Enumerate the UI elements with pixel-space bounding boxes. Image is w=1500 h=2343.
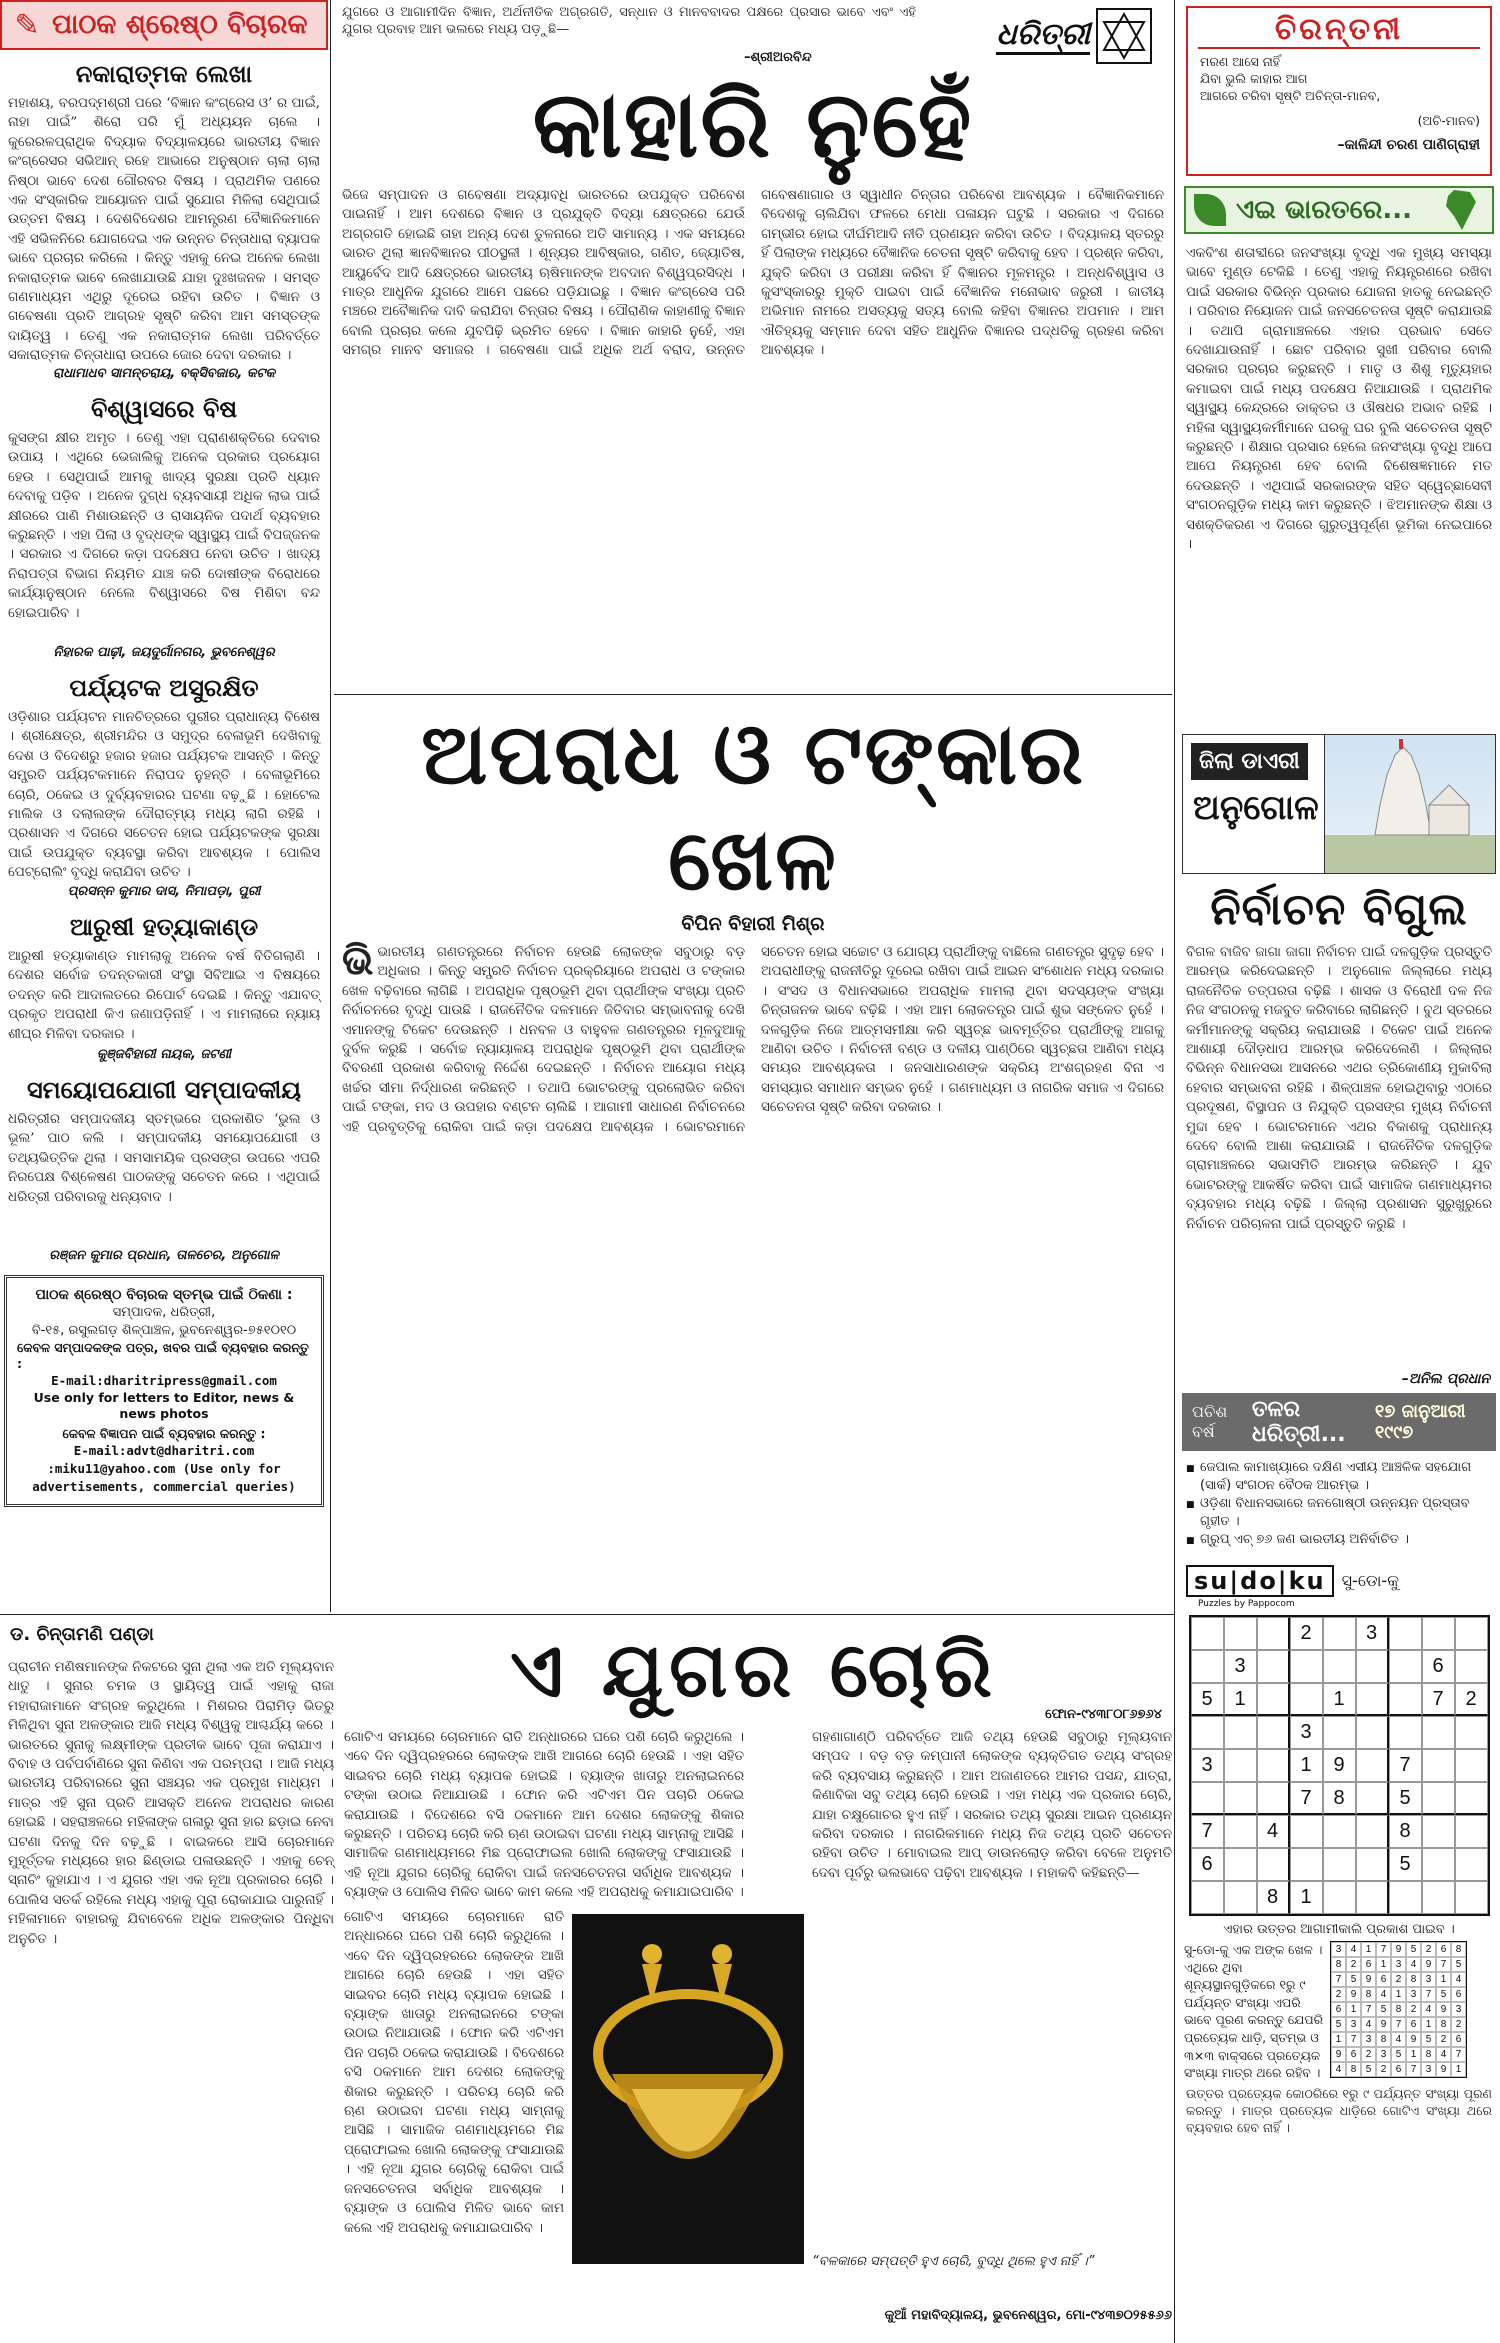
sudoku-cell[interactable] (1422, 1848, 1455, 1881)
solution-cell: 6 (1361, 1957, 1376, 1972)
sudoku-cell[interactable] (1455, 1716, 1488, 1749)
solution-cell: 7 (1346, 2032, 1361, 2047)
solution-cell: 2 (1391, 1972, 1406, 1987)
solution-cell: 5 (1451, 1957, 1466, 1972)
solution-cell: 9 (1406, 2032, 1421, 2047)
left-column (0, 0, 328, 1610)
solution-cell: 5 (1361, 2062, 1376, 2077)
solution-cell: 3 (1406, 1987, 1421, 2002)
solution-cell: 1 (1436, 1972, 1451, 1987)
sudoku-cell[interactable] (1224, 1617, 1257, 1650)
solution-cell: 9 (1421, 1957, 1436, 1972)
diary-place: ଅନୁଗୋଳ (1193, 788, 1319, 828)
solution-cell: 7 (1451, 2047, 1466, 2062)
editorial-body: ଭିଜେ ସମ୍ପାଦନ ଓ ଗବେଷଣା ଅଦ୍ୟାବଧି ଭାରତରେ ଉପଯୁକ୍ତ ପରିବେଶ ପାଇନାହିଁ । ଆମ ଦେଶରେ ବିଜ୍ଞାନ ଓ ପ୍ରଯୁକ୍ତି ବିଦ୍ୟା କ୍ଷେତ୍ରରେ ଯେଉଁ ଅଗ୍ରଗତି ହୋଇଛି ତାହା ଅନ୍ୟ ଦେଶ ତୁଳନାରେ ଅତି ସାମାନ୍ୟ । ଏକ ସମୟରେ ଭାରତ ଥିଲା ଜ୍ଞାନବିଜ୍ଞାନର ପୀଠସ୍ଥଳୀ । ଶୂନ୍ୟର ଆବିଷ୍କାର, ଗଣିତ, ଜ୍ୟୋତିଷ, ଆୟୁର୍ବେଦ ଆଦି କ୍ଷେତ୍ରରେ ଭାରତୀୟ ଋଷିମାନଙ୍କ ଅବଦାନ ବିଶ୍ୱପ୍ରସିଦ୍ଧ । ମାତ୍ର ଆଧୁନିକ ଯୁଗରେ ଆମେ ପଛରେ ପଡ଼ିଯାଇଛୁ । ବିଜ୍ଞାନ କଂଗ୍ରେସ ପରି ମଞ୍ଚରେ ଅବୈଜ୍ଞାନିକ ଦାବି କରାଯିବା ଚିନ୍ତାର ବିଷୟ । ପୌରାଣିକ କାହାଣୀକୁ ବିଜ୍ଞାନ ବୋଲି ପ୍ରଚାର କଲେ ଯୁବପିଢ଼ି ଭ୍ରମିତ ହେବେ । ବିଜ୍ଞାନ କାହାରି ନୁହେଁ, ଏହା ସମଗ୍ର ମାନବ ସମାଜର । ଗବେଷଣା ପାଇଁ ଅଧିକ ଅର୍ଥ ବରାଦ, ଉନ୍ନତ ଗବେଷଣାଗାର ଓ ସ୍ୱାଧୀନ ଚିନ୍ତାର ପରିବେଶ ଆବଶ୍ୟକ । ବୈଜ୍ଞାନିକମାନେ ବିଦେଶକୁ ଚାଲିଯିବା ଫଳରେ ମେଧା ପଳାୟନ ଘଟୁଛି । ସରକାର ଏ ଦିଗରେ ଗମ୍ଭୀର ହୋଇ ଦୀର୍ଘମିଆଦି ନୀତି ପ୍ରଣୟନ କରିବା ଉଚିତ । ବିଦ୍ୟାଳୟ ସ୍ତରରୁ ହିଁ ପିଲାଙ୍କ ମଧ୍ୟରେ ବୈଜ୍ଞାନିକ ଚେତନା ସୃଷ୍ଟି କରିବାକୁ ହେବ । ପ୍ରଶ୍ନ କରିବା, ଯୁକ୍ତି କରିବା ଓ ପରୀକ୍ଷା କରିବା ହିଁ ବିଜ୍ଞାନର ମୂଳମନ୍ତ୍ର । ଅନ୍ଧବିଶ୍ୱାସ ଓ କୁସଂସ୍କାରରୁ ମୁକ୍ତି ପାଇବା ପାଇଁ ବୈଜ୍ଞାନିକ ମନୋଭାବ ଜରୁରୀ । ଜାତୀୟ ଅଭିମାନ ନାମରେ ଅସତ୍ୟକୁ ସତ୍ୟ ବୋଲି କହିବା ବିଜ୍ଞାନର ଅପମାନ । ଆମ ଐତିହ୍ୟକୁ ସମ୍ମାନ ଦେବା ସହିତ ଆଧୁନିକ ବିଜ୍ଞାନର ପଦ୍ଧତିକୁ ଗ୍ରହଣ କରିବା ଆବଶ୍ୟକ । (342, 188, 1164, 359)
readers-column-header (0, 0, 328, 50)
banner-label: ପଚିଶ ବର୍ଷ (1192, 1402, 1228, 1441)
leaf-icon (1194, 194, 1226, 226)
sudoku-cell[interactable] (1323, 1881, 1356, 1914)
letter-title: ନକାରାତ୍ମକ ଲେଖା (75, 60, 253, 88)
solution-cell: 8 (1331, 1957, 1346, 1972)
sudoku-cell[interactable] (1224, 1782, 1257, 1815)
solution-cell: 3 (1346, 2017, 1361, 2032)
page-divider (0, 1614, 1174, 1615)
sudoku-cell[interactable] (1455, 1782, 1488, 1815)
solution-cell: 2 (1451, 2017, 1466, 2032)
solution-cell: 3 (1391, 1957, 1406, 1972)
sudoku-cell[interactable]: 8 (1323, 1782, 1356, 1815)
solution-cell: 4 (1421, 2002, 1436, 2017)
list-item: ■ ଓଡ଼ିଶା ବିଧାନସଭାରେ ଜନଗୋଷ୍ଠୀ ଉନ୍ନୟନ ପ୍ରସ୍ତାବ ଗୃହୀତ । (1186, 1495, 1492, 1531)
solution-cell: 9 (1436, 2062, 1451, 2077)
solution-cell: 6 (1436, 1942, 1451, 1957)
solution-cell: 9 (1346, 1987, 1361, 2002)
letter-body: ଆରୁଷୀ ହତ୍ୟାକାଣ୍ଡ ମାମଲାକୁ ଅନେକ ବର୍ଷ ବିତିଗଲାଣି । ଦେଶର ସର୍ବୋଚ୍ଚ ତଦନ୍ତକାରୀ ସଂସ୍ଥା ସିବିଆଇ ଏ ବିଷୟରେ ତଦନ୍ତ କରି ଆଦାଲତରେ ରିପୋର୍ଟ ଦେଇଛି । କିନ୍ତୁ ଏଯାବତ୍ ପ୍ରକୃତ ଅପରାଧୀ କିଏ ଜଣାପଡ଼ିନାହିଁ । ଏ ମାମଲାରେ ନ୍ୟାୟ ଶୀଘ୍ର ମିଳିବା ଦରକାର । (8, 949, 320, 1042)
solution-cell: 9 (1436, 2002, 1451, 2017)
sudoku-cell[interactable] (1257, 1716, 1290, 1749)
sudoku-cell[interactable] (1290, 1650, 1323, 1683)
sudoku-cell[interactable] (1323, 1848, 1356, 1881)
twenty-five-years-banner (1182, 1393, 1496, 1451)
sudoku-cell[interactable]: 3 (1191, 1749, 1224, 1782)
sudoku-cell[interactable]: 1 (1290, 1881, 1323, 1914)
solution-cell: 4 (1331, 2062, 1346, 2077)
article-column: ଗୋଟିଏ ସମୟରେ ଚୋରମାନେ ରାତି ଅନ୍ଧାରରେ ଘରେ ପଶି ଚୋରି କରୁଥିଲେ । ଏବେ ଦିନ ଦ୍ୱିପ୍ରହରରେ ଲୋକଙ୍କ ଆଖି ଆଗରେ ଚୋରି ହେଉଛି । ଏହା ସହିତ ସାଇବର ଚୋରି ମଧ୍ୟ ବ୍ୟାପକ ହୋଇଛି । ବ୍ୟାଙ୍କ ଖାତାରୁ ଅନଲାଇନରେ ଟଙ୍କା ଉଠାଇ ନିଆଯାଉଛି । ଫୋନ କରି ଏଟିଏମ ପିନ ପଚାରି ଠକେଇ କରାଯାଉଛି । ବିଦେଶରେ ବସି ଠକମାନେ ଆମ ଦେଶର ଲୋକଙ୍କୁ ଶିକାର କରୁଛନ୍ତି । ପରିଚୟ ଚୋରି କରି ଋଣ ଉଠାଇବା ଘଟଣା ମଧ୍ୟ ସାମ୍ନାକୁ ଆସିଛି । ସାମାଜିକ ଗଣମାଧ୍ୟମରେ ମିଛ ପ୍ରୋଫାଇଲ ଖୋଲି ଲୋକଙ୍କୁ ଫସାଯାଉଛି । ଏହି ନୂଆ ଯୁଗର ଚୋରିକୁ ରୋକିବା ପାଇଁ ଜନସଚେତନତା ସର୍ବାଧିକ ଆବଶ୍ୟକ । ବ୍ୟାଙ୍କ ଓ ପୋଲିସ ମିଳିତ ଭାବେ କାମ କଲେ ଏହି ଅପରାଧକୁ କମାଯାଇପାରିବ । (344, 1910, 564, 2236)
solution-cell: 1 (1421, 2017, 1436, 2032)
solution-cell: 8 (1451, 1942, 1466, 1957)
letter-title: ବିଶ୍ୱାସରେ ବିଷ (90, 395, 238, 423)
banner-title: ତଳର ଧରିତ୍ରୀ... (1251, 1397, 1346, 1447)
sudoku-cell[interactable] (1191, 1617, 1224, 1650)
solution-cell: 8 (1391, 2002, 1406, 2017)
poem-author: –କାଳିନ୍ଦୀ ଚରଣ ପାଣିଗ୍ରାହୀ (1337, 137, 1480, 153)
sudoku-cell[interactable]: 9 (1323, 1749, 1356, 1782)
solution-cell: 8 (1361, 1987, 1376, 2002)
letter-title: ପର୍ଯ୍ୟଟକ ଅସୁରକ୍ଷିତ (69, 674, 259, 702)
sudoku-cell[interactable]: 8 (1389, 1815, 1422, 1848)
sudoku-cell[interactable]: 8 (1257, 1881, 1290, 1914)
sudoku-cell[interactable] (1422, 1716, 1455, 1749)
article-quote: “ବଳକାରେ ସମ୍ପତ୍ତି ହୁଏ ଚୋରି, ବୁଦ୍ଧି ଥିଲେ ହୁଏ ନାହିଁ ।” (812, 2254, 1095, 2269)
solution-cell: 8 (1376, 2032, 1391, 2047)
poem-line: (ଅଚି-ମାନବ) (1417, 113, 1480, 128)
sudoku-cell[interactable] (1257, 1782, 1290, 1815)
solution-cell: 4 (1406, 1957, 1421, 1972)
solution-cell: 9 (1331, 2047, 1346, 2062)
solution-cell: 5 (1346, 1972, 1361, 1987)
sudoku-caption: ଏହାର ଉତ୍ତର ଆଗାମୀକାଲି ପ୍ରକାଶ ପାଇବ । (1223, 1922, 1455, 1937)
letter-signature: କୁଞ୍ଜବିହାରୀ ନାୟକ, ଜଟଣୀ (96, 1047, 232, 1062)
contact-title: ପାଠକ ଶ୍ରେଷ୍ଠ ବିଚାରକ ସ୍ତମ୍ଭ ପାଇଁ ଠିକଣା : (35, 1287, 293, 1303)
sudoku-cell[interactable] (1191, 1782, 1224, 1815)
solution-cell: 4 (1391, 2032, 1406, 2047)
sudoku-cell[interactable] (1356, 1749, 1389, 1782)
press-email-link[interactable]: E-mail:dharitripress@gmail.com (51, 1373, 277, 1388)
poem-line: ମରଣ ଆସେ ନାହିଁ (1200, 54, 1281, 69)
section-divider (334, 694, 1172, 695)
sudoku-cell[interactable]: 7 (1290, 1782, 1323, 1815)
india-section-body: ଏକବିଂଶ ଶତାବ୍ଦୀରେ ଜନସଂଖ୍ୟା ବୃଦ୍ଧି ଏକ ମୁଖ୍ୟ ସମସ୍ୟା ଭାବେ ମୁଣ୍ଡ ଟେକିଛି । ତେଣୁ ଏହାକୁ ନିୟନ୍ତ୍ରଣରେ ରଖିବା ପାଇଁ ସରକାର ବିଭିନ୍ନ ପ୍ରକାର ଯୋଜନା ହାତକୁ ନେଇଛନ୍ତି । ପରିବାର ନିୟୋଜନ ପାଇଁ ଜନସଚେତନତା ସୃଷ୍ଟି କରାଯାଉଛି । ତଥାପି ଗ୍ରାମାଞ୍ଚଳରେ ଏହାର ପ୍ରଭାବ ସେତେ ଦେଖାଯାଉନାହିଁ । ଛୋଟ ପରିବାର ସୁଖୀ ପରିବାର ବୋଲି ସରକାର ପ୍ରଚାର କରୁଛନ୍ତି । ମାତୃ ଓ ଶିଶୁ ମୃତ୍ୟୁହାର କମାଇବା ପାଇଁ ମଧ୍ୟ ପଦକ୍ଷେପ ନିଆଯାଉଛି । ପ୍ରାଥମିକ ସ୍ୱାସ୍ଥ୍ୟ କେନ୍ଦ୍ରରେ ଡାକ୍ତର ଓ ଔଷଧର ଅଭାବ ରହିଛି । ମହିଳା ସ୍ୱାସ୍ଥ୍ୟକର୍ମୀମାନେ ଘରକୁ ଘର ବୁଲି ସଚେତନତା ସୃଷ୍ଟି କରୁଛନ୍ତି । ଶିକ୍ଷାର ପ୍ରସାର ହେଲେ ଜନସଂଖ୍ୟା ବୃଦ୍ଧି ଆପେ ଆପେ ନିୟନ୍ତ୍ରଣ ହେବ ବୋଲି ବିଶେଷଜ୍ଞମାନେ ମତ ଦେଉଛନ୍ତି । ଏଥିପାଇଁ ସରକାରଙ୍କ ସହିତ ସ୍ୱେଚ୍ଛାସେବୀ ସଂଗଠନଗୁଡ଼ିକ ମଧ୍ୟ କାମ କରୁଛନ୍ତି । ଝିଅମାନଙ୍କ ଶିକ୍ଷା ଓ ସଶକ୍ତିକରଣ ଏ ଦିଗରେ ଗୁରୁତ୍ୱପୂର୍ଣ୍ଣ ଭୂମିକା ନେଇପାରେ । (1186, 246, 1492, 553)
editorial-headline: କାହାରି ନୁହେଁ (532, 71, 974, 178)
sudoku-cell[interactable] (1257, 1848, 1290, 1881)
solution-cell: 7 (1331, 1972, 1346, 1987)
letter-title: ଆରୁଷୀ ହତ୍ୟାକାଣ୍ଡ (69, 913, 259, 941)
article-column: ଗୋଟିଏ ସମୟରେ ଚୋରମାନେ ରାତି ଅନ୍ଧାରରେ ଘରେ ପଶି ଚୋରି କରୁଥିଲେ । ଏବେ ଦିନ ଦ୍ୱିପ୍ରହରରେ ଲୋକଙ୍କ ଆଖି ଆଗରେ ଚୋରି ହେଉଛି । ଏହା ସହିତ ସାଇବର ଚୋରି ମଧ୍ୟ ବ୍ୟାପକ ହୋଇଛି । ବ୍ୟାଙ୍କ ଖାତାରୁ ଅନଲାଇନରେ ଟଙ୍କା ଉଠାଇ ନିଆଯାଉଛି । ଫୋନ କରି ଏଟିଏମ ପିନ ପଚାରି ଠକେଇ କରାଯାଉଛି । ବିଦେଶରେ ବସି ଠକମାନେ ଆମ ଦେଶର ଲୋକଙ୍କୁ ଶିକାର କରୁଛନ୍ତି । ପରିଚୟ ଚୋରି କରି ଋଣ ଉଠାଇବା ଘଟଣା ମଧ୍ୟ ସାମ୍ନାକୁ ଆସିଛି । ସାମାଜିକ ଗଣମାଧ୍ୟମରେ ମିଛ ପ୍ରୋଫାଇଲ ଖୋଲି ଲୋକଙ୍କୁ ଫସାଯାଉଛି । ଏହି ନୂଆ ଯୁଗର ଚୋରିକୁ ରୋକିବା ପାଇଁ ଜନସଚେତନତା ସର୍ବାଧିକ ଆବଶ୍ୟକ । ବ୍ୟାଙ୍କ ଓ ପୋଲିସ ମିଳିତ ଭାବେ କାମ କଲେ ଏହି ଅପରାଧକୁ କମାଯାଇପାରିବ । (344, 1730, 744, 1901)
masthead-brand (996, 8, 1152, 64)
sudoku-rules: ଉତ୍ତର ପ୍ରତ୍ୟେକ କୋଠରିରେ ୧ରୁ ୯ ପର୍ଯ୍ୟନ୍ତ ସଂଖ୍ୟା ପୂରଣ କରନ୍ତୁ । ମାତ୍ର ପ୍ରତ୍ୟେକ ଧାଡ଼ିରେ ଗୋଟିଏ ସଂଖ୍ୟା ଥରେ ବ୍ୟବହାର ହେବ ନାହିଁ । (1186, 2086, 1492, 2135)
sudoku-header (1186, 1565, 1492, 1597)
sudoku-cell[interactable]: 5 (1389, 1782, 1422, 1815)
letter-body: ଓଡ଼ିଶାର ପର୍ଯ୍ୟଟନ ମାନଚିତ୍ରରେ ପୁରୀର ପ୍ରାଧାନ୍ୟ ବିଶେଷ । ଶ୍ରୀକ୍ଷେତ୍ର, ଶ୍ରୀମନ୍ଦିର ଓ ସମୁଦ୍ର ବେଳାଭୂମି ଦେଖିବାକୁ ଦେଶ ଓ ବିଦେଶରୁ ହଜାର ହଜାର ପର୍ଯ୍ୟଟକ ଆସନ୍ତି । କିନ୍ତୁ ସମ୍ପ୍ରତି ପର୍ଯ୍ୟଟକମାନେ ନିରାପଦ ନୁହନ୍ତି । ବେଳାଭୂମିରେ ଚୋରି, ଠକେଇ ଓ ଦୁର୍ବ୍ୟବହାରର ଘଟଣା ବଢ଼ୁଛି । ହୋଟେଲ ମାଲିକ ଓ ଦଲାଲଙ୍କ ଦୌରାତ୍ମ୍ୟ ମଧ୍ୟ ଲାଗି ରହିଛି । ପ୍ରଶାସନ ଏ ଦିଗରେ ସଚେତନ ହୋଇ ପର୍ଯ୍ୟଟକଙ୍କ ସୁରକ୍ଷା ପାଇଁ ଉପଯୁକ୍ତ ବ୍ୟବସ୍ଥା କରିବା ଆବଶ୍ୟକ । ପୋଲିସ ପେଟ୍ରୋଲିଂ ବୃଦ୍ଧି କରାଯିବା ଉଚିତ । (8, 710, 320, 881)
sudoku-cell[interactable] (1455, 1881, 1488, 1914)
contact-note: କେବଳ ବିଜ୍ଞାପନ ପାଇଁ ବ୍ୟବହାର କରନ୍ତୁ : (62, 1426, 266, 1441)
sudoku-cell[interactable]: 7 (1191, 1815, 1224, 1848)
sudoku-cell[interactable] (1257, 1749, 1290, 1782)
solution-cell: 3 (1361, 2032, 1376, 2047)
sudoku-cell[interactable] (1257, 1683, 1290, 1716)
sudoku-cell[interactable] (1422, 1881, 1455, 1914)
solution-cell: 3 (1451, 2002, 1466, 2017)
poem-line: ଆଗରେ ଚରିବା ସୃଷ୍ଟି ଅଚିନ୍ତା-ମାନବ, (1200, 88, 1381, 103)
sudoku-cell[interactable] (1224, 1881, 1257, 1914)
sudoku-cell[interactable] (1356, 1716, 1389, 1749)
article-column: ଗହଣାଗାଣ୍ଠି ପରିବର୍ତ୍ତେ ଆଜି ତଥ୍ୟ ହେଉଛି ସବୁଠାରୁ ମୂଲ୍ୟବାନ ସମ୍ପଦ । ବଡ଼ ବଡ଼ କମ୍ପାନୀ ଲୋକଙ୍କ ବ୍ୟକ୍ତିଗତ ତଥ୍ୟ ସଂଗ୍ରହ କରି ବ୍ୟବସାୟ କରୁଛନ୍ତି । ଆମ ଅଜାଣତରେ ଆମର ପସନ୍ଦ, ଯାତ୍ରା, କିଣାବିକା ସବୁ ତଥ୍ୟ ଚୋରି ହେଉଛି । ଏହା ମଧ୍ୟ ଏକ ପ୍ରକାର ଚୋରି, ଯାହା ଚକ୍ଷୁଗୋଚର ହୁଏ ନାହିଁ । ସରକାର ତଥ୍ୟ ସୁରକ୍ଷା ଆଇନ ପ୍ରଣୟନ କରିବା ଦରକାର । ନାଗରିକମାନେ ମଧ୍ୟ ନିଜ ତଥ୍ୟ ପ୍ରତି ସଚେତନ ରହିବା ଉଚିତ । ମୋବାଇଲ ଆପ୍ ଡାଉନଲୋଡ଼ କରିବା ବେଳେ ଅନୁମତି ଦେବା ପୂର୍ବରୁ ଭଲଭାବେ ପଢ଼ିବା ଆବଶ୍ୟକ । ମହାକବି କହିଛନ୍ତି— (812, 1730, 1172, 1881)
solution-cell: 6 (1451, 2032, 1466, 2047)
author-phone: ଫୋନ-୯୪୩୮୦୮୬୭୬୪ (1045, 1707, 1162, 1722)
advt-email-link[interactable]: E-mail:advt@dharitri.com (73, 1443, 255, 1458)
solution-cell: 1 (1361, 1942, 1376, 1957)
sudoku-cell[interactable]: 3 (1224, 1650, 1257, 1683)
article-headline: ଅପରାଧ ଓ ଟଙ୍କାର ଖେଳ (421, 705, 1085, 909)
solution-cell: 5 (1406, 1942, 1421, 1957)
sudoku-cell[interactable]: 3 (1356, 1617, 1389, 1650)
election-author: –ଅନିଲ ପ୍ରଧାନ (1401, 1371, 1490, 1387)
sudoku-odia-title: ସୁ-ଡୋ-କୁ (1341, 1571, 1399, 1590)
solution-cell: 9 (1361, 1972, 1376, 1987)
sudoku-logo: su|do|ku (1186, 1565, 1334, 1597)
brand-name: ଧରିତ୍ରୀ (996, 17, 1090, 55)
sudoku-cell[interactable] (1455, 1815, 1488, 1848)
poem-text (1198, 49, 1480, 129)
solution-cell: 1 (1406, 2047, 1421, 2062)
solution-cell: 1 (1331, 2032, 1346, 2047)
solution-cell: 1 (1391, 1987, 1406, 2002)
poem-section-title: ଚିରନ୍ତନୀ (1198, 12, 1480, 49)
sudoku-cell[interactable]: 1 (1290, 1749, 1323, 1782)
sudoku-cell[interactable] (1389, 1716, 1422, 1749)
author-affiliation: କୁଆଁ ମହାବିଦ୍ୟାଳୟ, ଭୁବନେଶ୍ୱର, ମୋ-୯୪୩୭୦୨୫୫୬୬ (884, 2308, 1172, 2323)
solution-cell: 2 (1331, 1987, 1346, 2002)
solution-cell: 4 (1451, 1972, 1466, 1987)
sudoku-cell[interactable] (1422, 1749, 1455, 1782)
sudoku-cell[interactable] (1323, 1650, 1356, 1683)
solution-cell: 1 (1346, 2002, 1361, 2017)
sudoku-cell[interactable] (1455, 1749, 1488, 1782)
solution-cell: 3 (1376, 2047, 1391, 2062)
solution-cell: 1 (1376, 1957, 1391, 1972)
sudoku-cell[interactable] (1455, 1848, 1488, 1881)
poem-line: ଯିବା ଭୁଲି କାହାର ଆଗ (1200, 71, 1308, 86)
sudoku-cell[interactable] (1422, 1617, 1455, 1650)
solution-cell: 5 (1376, 2002, 1391, 2017)
solution-cell: 2 (1346, 1957, 1361, 1972)
sudoku-cell[interactable] (1257, 1617, 1290, 1650)
solution-cell: 7 (1406, 2062, 1421, 2077)
solution-cell: 9 (1376, 2017, 1391, 2032)
sudoku-cell[interactable] (1356, 1848, 1389, 1881)
contact-box (4, 1275, 324, 1507)
india-map-icon (1442, 190, 1482, 230)
sudoku-cell[interactable]: 3 (1290, 1716, 1323, 1749)
solution-cell: 6 (1331, 2002, 1346, 2017)
solution-cell: 5 (1421, 2032, 1436, 2047)
yahoo-email-link[interactable]: :miku11@yahoo.com (Use only for advertisements, commercial queries) (32, 1461, 296, 1494)
contact-note: କେବଳ ସମ୍ପାଦକଙ୍କ ପତ୍ର, ଖବର ପାଇଁ ବ୍ୟବହାର କରନ୍ତୁ : (17, 1340, 309, 1371)
sudoku-cell[interactable] (1224, 1815, 1257, 1848)
sudoku-grid[interactable] (1189, 1615, 1490, 1916)
solution-cell: 4 (1346, 1942, 1361, 1957)
letter-signature: ପ୍ରସନ୍ନ କୁମାର ଦାସ, ନିମାପଡ଼ା, ପୁରୀ (67, 884, 261, 899)
quote-author: –ଶ୍ରୀଅରବିନ୍ଦ (744, 50, 812, 65)
solution-cell: 2 (1421, 1942, 1436, 1957)
sudoku-cell[interactable]: 6 (1422, 1650, 1455, 1683)
solution-cell: 9 (1391, 1942, 1406, 1957)
solution-cell: 2 (1376, 2062, 1391, 2077)
solution-cell: 4 (1376, 1987, 1391, 2002)
solution-cell: 2 (1361, 2047, 1376, 2062)
bottom-headline: ଏ ଯୁଗର ଚୋରି (510, 1625, 998, 1714)
letter-signature: ନିହାରକ ପାଢ଼ୀ, ଜୟଦୁର୍ଗାନଗର, ଭୁବନେଶ୍ୱର (53, 645, 275, 660)
sudoku-cell[interactable] (1290, 1815, 1323, 1848)
solution-cell: 6 (1376, 1972, 1391, 1987)
sudoku-cell[interactable] (1356, 1650, 1389, 1683)
solution-cell: 8 (1421, 2047, 1436, 2062)
gold-necklace-image (572, 1914, 804, 2264)
solution-cell: 4 (1436, 2047, 1451, 2062)
sudoku-cell[interactable] (1290, 1683, 1323, 1716)
sudoku-cell[interactable]: 4 (1257, 1815, 1290, 1848)
sudoku-cell[interactable]: 2 (1290, 1617, 1323, 1650)
readers-column-title: ପାଠକ ଶ୍ରେଷ୍ଠ ବିଚାରକ (52, 9, 308, 40)
sudoku-cell[interactable] (1191, 1716, 1224, 1749)
sudoku-cell[interactable] (1389, 1617, 1422, 1650)
sudoku-cell[interactable] (1224, 1716, 1257, 1749)
past-news-list (1178, 1457, 1500, 1551)
poem-box (1186, 6, 1492, 176)
sudoku-cell[interactable] (1290, 1848, 1323, 1881)
solution-cell: 8 (1406, 1972, 1421, 1987)
district-diary-banner (1182, 734, 1496, 874)
pen-icon: ✎ (14, 7, 40, 43)
article-author: ଡ. ଚିନ୍ତାମଣି ପଣ୍ଡା (10, 1624, 154, 1645)
solution-cell: 7 (1376, 1942, 1391, 1957)
india-section-title: ଏଇ ଭାରତରେ... (1236, 194, 1412, 225)
sudoku-cell[interactable]: 1 (1224, 1683, 1257, 1716)
sudoku-cell[interactable] (1389, 1881, 1422, 1914)
letter-body: ଧରିତ୍ରୀର ସମ୍ପାଦକୀୟ ସ୍ତମ୍ଭରେ ପ୍ରକାଶିତ ‘ଭୁଲ ଓ ଭୂଲ’ ପାଠ କଲି । ସମ୍ପାଦକୀୟ ସମୟୋପଯୋଗୀ ଓ ତଥ୍ୟଭିତ୍ତିକ ଥିଲା । ସମସାମୟିକ ପ୍ରସଙ୍ଗ ଉପରେ ଏପରି ନିରପେକ୍ଷ ବିଶ୍ଳେଷଣ ପାଠକଙ୍କୁ ସଚେତନ କରେ । ଏଥିପାଇଁ ଧରିତ୍ରୀ ପରିବାରକୁ ଧନ୍ୟବାଦ । (8, 1112, 320, 1205)
solution-cell: 2 (1436, 2032, 1451, 2047)
solution-cell: 6 (1406, 2017, 1421, 2032)
solution-cell: 7 (1436, 1957, 1451, 1972)
solution-cell: 3 (1421, 1972, 1436, 1987)
solution-cell: 7 (1391, 2017, 1406, 2032)
letter-title: ସମୟୋପଯୋଗୀ ସମ୍ପାଦକୀୟ (26, 1076, 302, 1104)
letter-body: କୁସଙ୍ଗ କ୍ଷୀର ଅମୃତ । ତେଣୁ ଏହା ପ୍ରାଣଶକ୍ତିରେ ଦେବାର ଉପାୟ । ଏଥିରେ ଭେଜାଲିକୁ ଅନେକ ପ୍ରକାର ପ୍ରୟୋଗ ହେଉ । ସେଥିପାଇଁ ଆମକୁ ଖାଦ୍ୟ ସୁରକ୍ଷା ପ୍ରତି ଧ୍ୟାନ ଦେବାକୁ ପଡ଼ିବ । ଅନେକ ଦୁଗ୍ଧ ବ୍ୟବସାୟୀ ଅଧିକ ଲାଭ ପାଇଁ କ୍ଷୀରରେ ପାଣି ମିଶାଉଛନ୍ତି ଓ ରାସାୟନିକ ପଦାର୍ଥ ବ୍ୟବହାର କରୁଛନ୍ତି । ଏହା ପିଲା ଓ ବୃଦ୍ଧଙ୍କ ସ୍ୱାସ୍ଥ୍ୟ ପାଇଁ ବିପଜ୍ଜନକ । ସରକାର ଏ ଦିଗରେ କଡ଼ା ପଦକ୍ଷେପ ନେବା ଉଚିତ । ଖାଦ୍ୟ ନିରାପତ୍ତା ବିଭାଗ ନିୟମିତ ଯାଞ୍ଚ କରି ଦୋଷୀଙ୍କ ବିରୋଧରେ କାର୍ଯ୍ୟାନୁଷ୍ଠାନ ନେଲେ ବିଶ୍ୱାସରେ ବିଷ ମିଶିବା ବନ୍ଦ ହୋଇପାରିବ । (8, 431, 320, 621)
sudoku-cell[interactable]: 7 (1389, 1749, 1422, 1782)
sudoku-cell[interactable] (1356, 1881, 1389, 1914)
sudoku-cell[interactable] (1422, 1815, 1455, 1848)
solution-cell: 5 (1391, 2047, 1406, 2062)
solution-cell: 7 (1421, 1987, 1436, 2002)
temple-image (1325, 735, 1495, 873)
sudoku-cell[interactable] (1191, 1881, 1224, 1914)
sudoku-cell[interactable] (1191, 1650, 1224, 1683)
sudoku-cell[interactable] (1356, 1782, 1389, 1815)
sudoku-cell[interactable] (1323, 1716, 1356, 1749)
bottom-article (0, 1618, 1178, 2343)
sudoku-cell[interactable] (1224, 1749, 1257, 1782)
sudoku-cell[interactable] (1389, 1683, 1422, 1716)
sudoku-solution-section (1178, 1941, 1500, 2081)
sudoku-cell[interactable] (1356, 1683, 1389, 1716)
column-divider (330, 0, 331, 1612)
sudoku-credit: Puzzles by Pappocom (1198, 1599, 1295, 1609)
list-item: ■ ଜେପାଲ କାମାଖ୍ୟାରେ ଦକ୍ଷିଣ ଏସୀୟ ଆଞ୍ଚଳିକ ସହଯୋଗ (ସାର୍କ) ସଂଗଠନ ବୈଠକ ଆରମ୍ଭ । (1186, 1459, 1492, 1495)
letter-signature: ରଞ୍ଜନ କୁମାର ପ୍ରଧାନ, ତାଳଚେର, ଅନୁଗୋଳ (49, 1248, 279, 1263)
star-logo-icon (1096, 8, 1152, 64)
sudoku-cell[interactable]: 2 (1455, 1683, 1488, 1716)
solution-cell: 6 (1346, 2047, 1361, 2062)
sudoku-cell[interactable] (1389, 1650, 1422, 1683)
thought-quote: ଯୁଗରେ ଓ ଆଗାମୀଦିନ ବିଜ୍ଞାନ, ଅର୍ଥନୀତିକ ଅଗ୍ରଗତି, ସନ୍ଧାନ ଓ ମାନବବାଦର ପକ୍ଷରେ ପ୍ରସାର ଭାବେ ଏବଂ ଏହି ଯୁଗର ପ୍ରବାହ ଆମ ଭଲରେ ମଧ୍ୟ ପଡ଼ୁଛି— (342, 5, 916, 37)
solution-cell: 2 (1406, 2002, 1421, 2017)
solution-cell: 5 (1331, 2017, 1346, 2032)
sudoku-cell[interactable] (1356, 1815, 1389, 1848)
contact-address: ବି-୧୫, ରସୁଲଗଡ଼ ଶିଳ୍ପାଞ୍ଚଳ, ଭୁବନେଶ୍ୱର-୭୫୧୦୧୦ (31, 1323, 297, 1338)
election-headline: ନିର୍ବାଚନ ବିଗୁଲ (1210, 884, 1468, 935)
sudoku-cell[interactable]: 5 (1191, 1683, 1224, 1716)
solution-cell: 1 (1451, 2062, 1466, 2077)
article-byline: ବିପିନ ବିହାରୀ ମିଶ୍ର (681, 913, 825, 935)
sudoku-solution-grid (1330, 1941, 1467, 2078)
sudoku-cell[interactable]: 7 (1422, 1683, 1455, 1716)
article-body (334, 935, 1172, 1707)
election-body: ବିଗଳ ବାଜିବ ଜାଗା ଜାଗା ନିର୍ବାଚନ ପାଇଁ ଦଳଗୁଡ଼ିକ ପ୍ରସ୍ତୁତି ଆରମ୍ଭ କରିଦେଇଛନ୍ତି । ଅନୁଗୋଳ ଜିଲ୍ଲାରେ ମଧ୍ୟ ରାଜନୈତିକ ତତ୍ପରତା ବଢ଼ିଛି । ଶାସକ ଓ ବିରୋଧୀ ଦଳ ନିଜ ନିଜ ସଂଗଠନକୁ ମଜବୁତ କରିବାରେ ଲାଗିଛନ୍ତି । ବୁଥ ସ୍ତରରେ କର୍ମୀମାନଙ୍କୁ ସକ୍ରିୟ କରାଯାଉଛି । ଟିକେଟ ପାଇଁ ଅନେକ ଆଶାୟୀ ଦୌଡ଼ଧାପ ଆରମ୍ଭ କରିଦେଲେଣି । ଜିଲ୍ଲାର ବିଭିନ୍ନ ବିଧାନସଭା ଆସନରେ ଏଥର ତ୍ରିକୋଣୀୟ ମୁକାବିଲା ହେବାର ସମ୍ଭାବନା ରହିଛି । ଶିଳ୍ପାଞ୍ଚଳ ହୋଇଥିବାରୁ ଏଠାରେ ପ୍ରଦୂଷଣ, ବିସ୍ଥାପନ ଓ ନିଯୁକ୍ତି ପ୍ରସଙ୍ଗ ମୁଖ୍ୟ ନିର୍ବାଚନୀ ମୁଦ୍ଦା ହେବ । ଭୋଟରମାନେ ଏଥର ବିକାଶକୁ ପ୍ରାଧାନ୍ୟ ଦେବେ ବୋଲି ଆଶା କରାଯାଉଛି । ରାଜନୈତିକ ଦଳଗୁଡ଼ିକ ଗ୍ରାମାଞ୍ଚଳରେ ସଭାସମିତି ଆରମ୍ଭ କରିଛନ୍ତି । ଯୁବ ଭୋଟରଙ୍କୁ ଆକର୍ଷିତ କରିବା ପାଇଁ ସାମାଜିକ ଗଣମାଧ୍ୟମର ବ୍ୟବହାର ମଧ୍ୟ ବଢ଼ିଛି । ଜିଲ୍ଲା ପ୍ରଶାସନ ସୁରୁଖୁରୁରେ ନିର୍ବାଚନ ପରିଚାଳନା ପାଇଁ ପ୍ରସ୍ତୁତି କରୁଛି । (1186, 945, 1492, 1232)
list-item: ■ ଗ୍ରୁପ୍ ଏଚ୍ ୭୬ ଜଣ ଭାରତୀୟ ଅନିର୍ବାଚିତ । (1186, 1531, 1492, 1549)
sudoku-cell[interactable]: 5 (1389, 1848, 1422, 1881)
sudoku-cell[interactable] (1323, 1617, 1356, 1650)
banner-date: ୧୭ ଜାନୁଆରୀ ୧୯୯୭ (1374, 1401, 1466, 1443)
contact-recipient: ସମ୍ପାଦକ, ଧରିତ୍ରୀ, (112, 1305, 216, 1320)
contact-usage: Use only for letters to Editor, news & news photos (33, 1390, 295, 1421)
article-text: ଭାରତୀୟ ଗଣତନ୍ତ୍ରରେ ନିର୍ବାଚନ ହେଉଛି ଲୋକଙ୍କ ସବୁଠାରୁ ବଡ଼ ଅଧିକାର । କିନ୍ତୁ ସମ୍ପ୍ରତି ନିର୍ବାଚନ ପ୍ରକ୍ରିୟାରେ ଅପରାଧ ଓ ଟଙ୍କାର ଖେଳ ବଢ଼ିବାରେ ଲାଗିଛି । ଅପରାଧିକ ପୃଷ୍ଠଭୂମି ଥିବା ପ୍ରାର୍ଥୀଙ୍କ ସଂଖ୍ୟା ପ୍ରତି ନିର୍ବାଚନରେ ବୃଦ୍ଧି ପାଉଛି । ରାଜନୈତିକ ଦଳମାନେ ଜିତିବାର ସମ୍ଭାବନାକୁ ଦେଖି ଏମାନଙ୍କୁ ଟିକେଟ ଦେଉଛନ୍ତି । ଧନବଳ ଓ ବାହୁବଳ ଗଣତନ୍ତ୍ରର ମୂଳଦୁଆକୁ ଦୁର୍ବଳ କରୁଛି । ସର୍ବୋଚ୍ଚ ନ୍ୟାୟାଳୟ ଅପରାଧିକ ପୃଷ୍ଠଭୂମି ଥିବା ପ୍ରାର୍ଥୀଙ୍କ ବିବରଣୀ ପ୍ରକାଶ କରିବାକୁ ନିର୍ଦ୍ଦେଶ ଦେଇଛନ୍ତି । ନିର୍ବାଚନ ଆୟୋଗ ମଧ୍ୟ ଖର୍ଚ୍ଚର ସୀମା ନିର୍ଦ୍ଧାରଣ କରିଛନ୍ତି । ତଥାପି ଭୋଟରଙ୍କୁ ପ୍ରଲୋଭିତ କରିବା ପାଇଁ ଟଙ୍କା, ମଦ ଓ ଉପହାର ବଣ୍ଟନ ଚାଲିଛି । ଆଗାମୀ ସାଧାରଣ ନିର୍ବାଚନରେ ଏହି ପ୍ରବୃତ୍ତିକୁ ରୋକିବା ପାଇଁ କଡ଼ା ପଦକ୍ଷେପ ଆବଶ୍ୟକ । ଭୋଟରମାନେ ସଚେତନ ହୋଇ ସଚ୍ଚୋଟ ଓ ଯୋଗ୍ୟ ପ୍ରାର୍ଥୀଙ୍କୁ ବାଛିଲେ ଗଣତନ୍ତ୍ର ସୁଦୃଢ଼ ହେବ । ଅପରାଧୀଙ୍କୁ ରାଜନୀତିରୁ ଦୂରେଇ ରଖିବା ପାଇଁ ଆଇନ ସଂଶୋଧନ ମଧ୍ୟ ଦରକାର । ସଂସଦ ଓ ବିଧାନସଭାରେ ଅପରାଧିକ ମାମଲା ଥିବା ସଦସ୍ୟଙ୍କ ସଂଖ୍ୟା ଚିନ୍ତାଜନକ ଭାବେ ବଢ଼ିଛି । ଏହା ଆମ ଲୋକତନ୍ତ୍ର ପାଇଁ ଶୁଭ ସଙ୍କେତ ନୁହେଁ । ଦଳଗୁଡ଼ିକ ନିଜେ ଆତ୍ମସମୀକ୍ଷା କରି ସ୍ୱଚ୍ଛ ଭାବମୂର୍ତ୍ତିର ପ୍ରାର୍ଥୀଙ୍କୁ ଆଗକୁ ଆଣିବା ଉଚିତ । ନିର୍ବାଚନୀ ବଣ୍ଡ ଓ ଦଳୀୟ ପାଣ୍ଠିରେ ସ୍ୱଚ୍ଛତା ଆଣିବା ମଧ୍ୟ ସମୟର ଆବଶ୍ୟକତା । ଜନସାଧାରଣଙ୍କ ସକ୍ରିୟ ଅଂଶଗ୍ରହଣ ବିନା ଏ ସମସ୍ୟାର ସମାଧାନ ସମ୍ଭବ ନୁହେଁ । ଗଣମାଧ୍ୟମ ଓ ନାଗରିକ ସମାଜ ଏ ଦିଗରେ ସଚେତନତା ସୃଷ୍ଟି କରିବା ଦରକାର । (342, 945, 1164, 1135)
solution-cell: 5 (1436, 1987, 1451, 2002)
solution-cell: 3 (1331, 1942, 1346, 1957)
solution-cell: 4 (1361, 2017, 1376, 2032)
sudoku-cell[interactable]: 1 (1323, 1683, 1356, 1716)
drop-cap: ଭି (342, 937, 374, 984)
right-column (1178, 0, 1500, 2343)
sudoku-cell[interactable] (1422, 1782, 1455, 1815)
sudoku-cell[interactable] (1455, 1617, 1488, 1650)
solution-cell: 7 (1361, 2002, 1376, 2017)
sudoku-cell[interactable] (1224, 1848, 1257, 1881)
solution-cell: 6 (1391, 2062, 1406, 2077)
letter-body: ମହାଶୟ, ବରପଦ୍ମଶ୍ରୀ ପରେ ‘ବିଜ୍ଞାନ କଂଗ୍ରେସ ଓ’ ର ପାଇଁ, ନାହା ପାଇଁ” ଶିରୋ ପରି ମୁଁ ଅଧ୍ୟୟନ ଚାଲେ । କୁରେରଳପ୍ରାଥିକ ବିଦ୍ୟାକ ବିଦ୍ୟାଳୟରେ ଭାରତୀୟ ବିଜ୍ଞାନ କଂଗ୍ରେସର ସଭିଆନ୍ ରହେ ଆଭାରେ ଅନୁଷ୍ଠାନ ଚାଲା ଚାଲା ନିଷ୍ଠା ଭାବେ ଦେଶ ଗୌରବର ବିଷୟ । ପ୍ରାଥମିକ ପଣରେ ଏକ ସଂସ୍କାରିକ ଆୟୋଜନ ପାଇଁ ସୁଯୋଗ ମିଳିଲା ସେଥିପାଇଁ ଉତ୍ତମ ବିଷୟ । ଦେଶବିଦେଶର ଆମନ୍ତ୍ରଣ ବୈଜ୍ଞାନିକମାନେ ଏହି ସଭିଳନିରେ ଯୋଗଦେଇ ଏକ ଉନ୍ନତ ଚିନ୍ତାଧାରା ବ୍ୟାପକ ଭାବେ ପ୍ରଚାର କରିଲେ । କିନ୍ତୁ ଏହାକୁ ନେଇ ଅନେକ ଲେଖା ନକାରାତ୍ମକ ଭାବେ ଲେଖାଯାଉଛି ଯାହା ଦୁଃଖଜନକ । ସମସ୍ତ ଗଣମାଧ୍ୟମ ଏଥିରୁ ଦୂରେଇ ରହିବା ଉଚିତ । ବିଜ୍ଞାନ ଓ ଗବେଷଣା ପ୍ରତି ଆଗ୍ରହ ସୃଷ୍ଟି କରିବା ଆମ ସମସ୍ତଙ୍କ ଦାୟିତ୍ୱ । ତେଣୁ ଏକ ନକାରାତ୍ମକ ଲେଖା ପରିବର୍ତ୍ତେ ସକାରାତ୍ମକ ଚିନ୍ତାଧାରା ଉପରେ ଜୋର ଦେବା ଦରକାର । (8, 96, 320, 364)
solution-cell: 3 (1421, 2062, 1436, 2077)
letter-signature: ରାଧାମାଧବ ସାମନ୍ତରାୟ, ବକ୍ସିବଜାର, କଟକ (52, 366, 276, 381)
sudoku-cell[interactable] (1455, 1650, 1488, 1683)
sudoku-instructions: ସୁ-ଡୋ-କୁ ଏକ ଅଙ୍କ ଖେଳ । ଏଥିରେ ଥିବା ଶୂନ୍ୟସ୍ଥାନଗୁଡ଼ିକରେ ୧ରୁ ୯ ପର୍ଯ୍ୟନ୍ତ ସଂଖ୍ୟା ଏପରି ଭାବେ ପୂରଣ କରନ୍ତୁ ଯେପରି ପ୍ରତ୍ୟେକ ଧାଡ଼ି, ସ୍ତମ୍ଭ ଓ ୩×୩ ବାକ୍ସରେ ପ୍ରତ୍ୟେକ ସଂଖ୍ୟା ମାତ୍ର ଥରେ ରହିବ । (1184, 1942, 1324, 2081)
sudoku-cell[interactable] (1257, 1650, 1290, 1683)
article-column: ପ୍ରାଚୀନ ମଣିଷମାନଙ୍କ ନିକଟରେ ସୁନା ଥିଲା ଏକ ଅତି ମୂଲ୍ୟବାନ ଧାତୁ । ସୁନାର ଚମକ ଓ ସ୍ଥାୟିତ୍ୱ ପାଇଁ ଏହାକୁ ରାଜା ମହାରାଜାମାନେ ସଂଗ୍ରହ କରୁଥିଲେ । ମିଶରର ପିରାମିଡ଼ ଭିତରୁ ମିଳିଥିବା ସୁନା ଅଳଙ୍କାର ଆଜି ମଧ୍ୟ ବିଶ୍ୱକୁ ଆଶ୍ଚର୍ଯ୍ୟ କରେ । ଭାରତରେ ସୁନାକୁ ଲକ୍ଷ୍ମୀଙ୍କ ପ୍ରତୀକ ଭାବେ ପୂଜା କରାଯାଏ । ବିବାହ ଓ ପର୍ବପର୍ବାଣିରେ ସୁନା କିଣିବା ଏକ ପରମ୍ପରା । ଆଜି ମଧ୍ୟ ଭାରତୀୟ ପରିବାରରେ ସୁନା ସଞ୍ଚୟର ଏକ ପ୍ରମୁଖ ମାଧ୍ୟମ । ମାତ୍ର ଏହି ସୁନା ପ୍ରତି ଆସକ୍ତି ଅନେକ ଅପରାଧର କାରଣ ହୋଇଛି । ସହରାଞ୍ଚଳରେ ମହିଳାଙ୍କ ଗଳାରୁ ସୁନା ହାର ଛଡ଼ାଇ ନେବା ଘଟଣା ଦିନକୁ ଦିନ ବଢ଼ୁଛି । ବାଇକରେ ଆସି ଚୋରମାନେ ମୁହୂର୍ତ୍ତକ ମଧ୍ୟରେ ହାର ଛିଣ୍ଡାଇ ପଳାଉଛନ୍ତି । ଏହାକୁ ଚେନ୍ ସ୍ନାଚିଂ କୁହାଯାଏ । ଏ ଯୁଗର ଏହା ଏକ ନୂଆ ପ୍ରକାରର ଚୋରି । ପୋଲିସ ସତର୍କ ରହିଲେ ମଧ୍ୟ ଏହାକୁ ପୂରା ରୋକାଯାଇ ପାରୁନାହିଁ । ମହିଳାମାନେ ବାହାରକୁ ଯିବାବେଳେ ଅଧିକ ଅଳଙ୍କାର ପିନ୍ଧିବା ଅନୁଚିତ । (8, 1660, 334, 1947)
diary-tag: ଜିଲା ଡାଏରୀ (1191, 743, 1308, 780)
sudoku-cell[interactable]: 6 (1191, 1848, 1224, 1881)
solution-cell: 8 (1346, 2062, 1361, 2077)
india-section-header (1184, 186, 1494, 234)
solution-cell: 8 (1436, 2017, 1451, 2032)
solution-cell: 6 (1451, 1987, 1466, 2002)
sudoku-cell[interactable] (1323, 1815, 1356, 1848)
